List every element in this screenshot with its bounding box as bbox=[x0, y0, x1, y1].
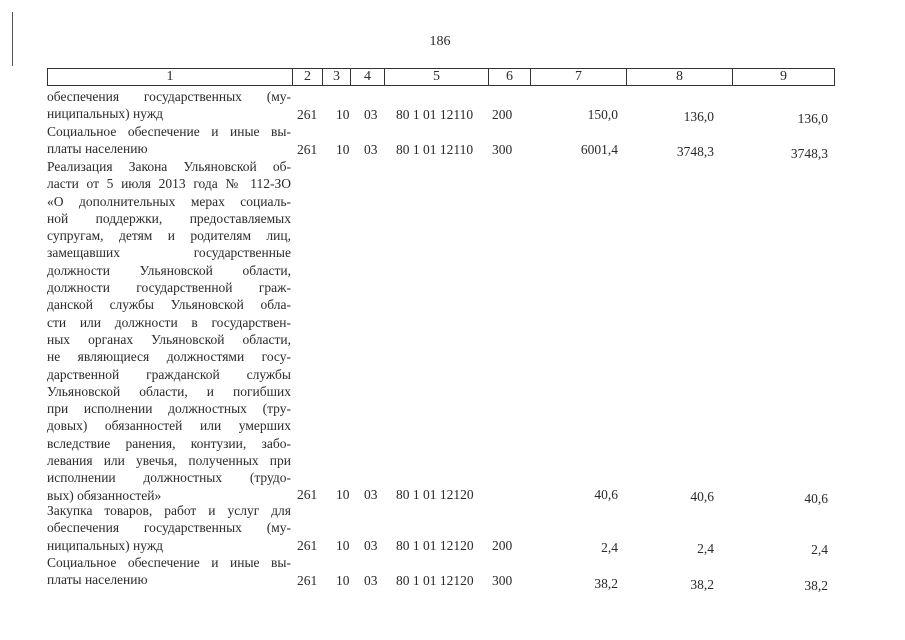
cell-code-5: 80 1 01 12120 bbox=[396, 487, 474, 502]
description-line: при исполнении должностных (тру- bbox=[47, 401, 291, 417]
description-line: обеспечения государственных (му- bbox=[47, 89, 291, 104]
table-row bbox=[0, 106, 905, 126]
cell-code-3: 10 bbox=[336, 487, 350, 502]
description-line: сти или должности в государствен- bbox=[47, 314, 291, 330]
description-line: ниципальных) нужд bbox=[47, 106, 164, 122]
description-line: Социальное обеспечение и иные вы- bbox=[47, 124, 291, 139]
cell-value-8: 40,6 bbox=[690, 489, 714, 504]
page-number: 186 bbox=[429, 34, 451, 49]
description-line: платы населению bbox=[47, 141, 148, 157]
description-line: Закупка товаров, работ и услуг для bbox=[47, 503, 291, 518]
row-description bbox=[47, 158, 291, 504]
description-line: данской службы Ульяновской обла- bbox=[47, 297, 291, 313]
cell-code-6: 200 bbox=[492, 538, 513, 553]
cell-value-8: 2,4 bbox=[697, 541, 714, 556]
cell-code-2: 261 bbox=[297, 142, 318, 157]
description-line: Социальное обеспечение и иные вы- bbox=[47, 555, 291, 570]
cell-value-8: 3748,3 bbox=[676, 144, 714, 159]
cell-code-2: 261 bbox=[297, 107, 318, 122]
cell-code-3: 10 bbox=[336, 142, 350, 157]
cell-code-5: 80 1 01 12120 bbox=[396, 538, 474, 553]
cell-value-9: 40,6 bbox=[804, 491, 828, 506]
header-col-9: 9 bbox=[732, 69, 834, 85]
column-number-header bbox=[47, 68, 835, 86]
description-line: супругам, детям и родителям лиц, bbox=[47, 228, 291, 244]
description-line: дарственной гражданской службы bbox=[47, 366, 291, 382]
header-col-8: 8 bbox=[626, 69, 732, 85]
cell-value-7: 38,2 bbox=[594, 576, 618, 591]
table-row bbox=[0, 537, 905, 557]
description-line: исполнении должностных (трудо- bbox=[47, 470, 291, 486]
cell-value-7: 40,6 bbox=[594, 487, 618, 502]
margin-line bbox=[12, 12, 13, 66]
description-line: вых) обязанностей» bbox=[47, 487, 162, 503]
cell-code-6: 300 bbox=[492, 142, 513, 157]
header-col-3: 3 bbox=[322, 69, 350, 85]
cell-value-7: 2,4 bbox=[601, 540, 618, 555]
description-line: должности государственной граж- bbox=[47, 280, 291, 296]
cell-code-4: 03 bbox=[364, 107, 378, 122]
cell-code-6: 200 bbox=[492, 107, 513, 122]
header-col-2: 2 bbox=[292, 69, 322, 85]
description-line: платы населению bbox=[47, 572, 148, 588]
cell-code-5: 80 1 01 12110 bbox=[396, 142, 474, 157]
cell-code-4: 03 bbox=[364, 538, 378, 553]
table-row bbox=[0, 486, 905, 506]
cell-code-2: 261 bbox=[297, 573, 318, 588]
description-line: вследствие ранения, контузии, забо- bbox=[47, 435, 291, 451]
cell-value-7: 6001,4 bbox=[580, 142, 618, 157]
cell-code-3: 10 bbox=[336, 107, 350, 122]
description-line: не являющиеся должностями госу- bbox=[47, 349, 291, 365]
cell-value-9: 3748,3 bbox=[790, 146, 828, 161]
cell-value-9: 136,0 bbox=[797, 111, 828, 126]
cell-code-3: 10 bbox=[336, 573, 350, 588]
cell-value-8: 38,2 bbox=[690, 577, 714, 592]
cell-code-5: 80 1 01 12110 bbox=[396, 107, 474, 122]
cell-code-2: 261 bbox=[297, 487, 318, 502]
description-line: Ульяновской области, и погибших bbox=[47, 383, 291, 399]
cell-code-4: 03 bbox=[364, 487, 378, 502]
table-row bbox=[0, 141, 905, 161]
cell-code-4: 03 bbox=[364, 142, 378, 157]
cell-value-7: 150,0 bbox=[587, 107, 618, 122]
cell-code-3: 10 bbox=[336, 538, 350, 553]
description-line: замещавших государственные bbox=[47, 245, 291, 261]
cell-value-9: 2,4 bbox=[811, 542, 828, 557]
description-line: довых) обязанностей или умерших bbox=[47, 418, 291, 434]
header-col-5: 5 bbox=[384, 69, 488, 85]
cell-code-4: 03 bbox=[364, 573, 378, 588]
header-col-4: 4 bbox=[350, 69, 384, 85]
header-col-6: 6 bbox=[488, 69, 530, 85]
cell-value-8: 136,0 bbox=[683, 109, 714, 124]
description-line: ных органах Ульяновской области, bbox=[47, 331, 291, 347]
cell-code-6: 300 bbox=[492, 573, 513, 588]
description-line: «О дополнительных мерах социаль- bbox=[47, 193, 291, 209]
cell-code-2: 261 bbox=[297, 538, 318, 553]
description-line: Реализация Закона Ульяновской об- bbox=[47, 159, 291, 174]
description-line: левания или увечья, полученных при bbox=[47, 453, 291, 469]
description-line: ниципальных) нужд bbox=[47, 537, 164, 553]
description-line: должности Ульяновской области, bbox=[47, 262, 291, 278]
table-row bbox=[0, 572, 905, 593]
description-line: ной поддержки, предоставляемых bbox=[47, 210, 291, 226]
header-col-7: 7 bbox=[530, 69, 626, 85]
cell-code-5: 80 1 01 12120 bbox=[396, 573, 474, 588]
header-col-1: 1 bbox=[166, 69, 174, 84]
cell-value-9: 38,2 bbox=[804, 578, 828, 593]
description-line: ласти от 5 июля 2013 года № 112-ЗО bbox=[47, 176, 291, 192]
description-line: обеспечения государственных (му- bbox=[47, 520, 291, 536]
